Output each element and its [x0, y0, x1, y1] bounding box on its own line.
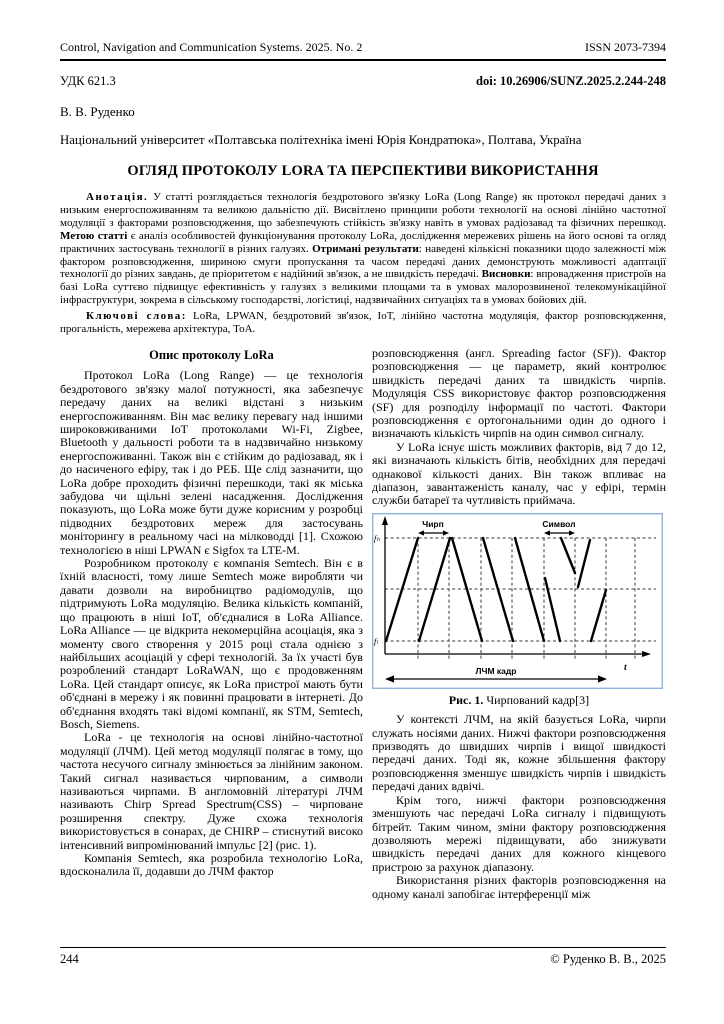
figure-1 [372, 513, 666, 707]
abstract-label: Анотація. [86, 191, 149, 203]
figure-caption-text: Чирпований кадр[3] [483, 692, 590, 707]
abstract-results-label: Отримані результати [312, 242, 419, 255]
doi: doi: 10.26906/SUNZ.2025.2.244-248 [476, 74, 666, 88]
paragraph: Використання різних факторів розповсюдження на одному каналі запобігає інтерференції між [371, 873, 666, 901]
page-number: 244 [60, 952, 79, 966]
keywords-label: Ключові слова: [86, 310, 187, 323]
freq-high-label: fₕ [373, 532, 380, 543]
meta-row [60, 74, 666, 89]
keywords [60, 310, 666, 336]
time-axis-label: t [623, 662, 627, 673]
paragraph: Крім того, нижчі фактори розповсюдження зменшують час передачі LoRa сигналу і підвищують бітрейт. Таким чином, зміни фактору розповсюдження дозволяють мережі підвищувати, або знижувати швидкість передачі даних для кожного кінцевого пристрою за рахунок діапазону. [371, 792, 666, 874]
article-title: ОГЛЯД ПРОТОКОЛУ LORA ТА ПЕРСПЕКТИВИ ВИКОРИСТАННЯ [127, 163, 599, 179]
paragraph: У контексті ЛЧМ, на якій базується LoRa, чирпи служать носіями даних. Нижчі фактори розповсюдження призводять до швидших чирпів і вищої швидкості передачі даних. Тоді як, кожне збільшення фактору розповсюдження зменшує швидкість чирпів і швидкість передачі даних вдвічі. [371, 712, 666, 794]
abstract-goal-label: Метою статті [60, 229, 128, 242]
section-heading: Опис протоколу LoRa [149, 347, 274, 362]
frame-label: ЛЧМ кадр [475, 665, 517, 676]
author: В. В. Руденко [60, 104, 135, 119]
two-column-body [60, 347, 666, 901]
figure-caption-number: Рис. 1. [448, 692, 484, 707]
journal-title: Control, Navigation and Communication Systems. 2025. No. 2 [60, 40, 363, 54]
issn: ISSN 2073-7394 [584, 40, 666, 54]
header-rule [60, 59, 666, 61]
paragraph: Протокол LoRa (Long Range) — це технологія бездротового зв'язку малої потужності, яка забезпечує передачу даних на великі відстані з низьким енергоспоживанням. Він має велику перевагу над іншими широковживаними IoT протоколами Wi-Fi, Zigbee, Bluetooth у дальності роботи та в надзвичайно низькому енергоспоживанні. Також він є стійким до радіозавад, як і до насиченого ефіру, так і до РЕБ. Ще слід зазначити, що LoRa добре проходить фізичні перешкоди, такі як міська забудова чи щільні зелені насадження. Дослідження показують, що LoRa може бути дуже корисним у розробці підводних бездротових мереж для застосувань моніторингу в реальному часі на мілководді [1]. Схожою технологією в ніші LPWAN є Sigfox та LTE-M. [60, 368, 363, 557]
symbol-label: Символ [542, 518, 576, 529]
abstract-text: : наведені кількісні показники щодо залежності між фактором розповсюдження, шириною смуги пропускання та часом передачі даних демонструють можливості адаптації технології до різних завдань, де пріоритетом є надійний зв'язок, а не швидкість передачі. [60, 242, 666, 281]
right-column [372, 347, 666, 901]
paragraph: Компанія Semtech, яка розробила технологію LoRa, вдосконалила її, додавши до ЛЧМ фактор [60, 851, 363, 879]
paragraph: розповсюдження (англ. Spreading factor (SF)). Фактор розповсюдження — це параметр, який контролює швидкість передачі даних та швидкість чирпів. Модуляція CSS використовує фактор розповсюдження (SF) для розподілу інформації по частоті. Фактори розповсюдження є ортогональними один до одного і визначають кількість чирпів на один символ сигналу. [371, 345, 666, 441]
affiliation: Національний університет «Полтавська політехніка імені Юрія Кондратюка», Полтава, Україна [60, 133, 582, 147]
abstract [60, 191, 666, 307]
abstract-conclusions-label: Висновки [481, 268, 531, 281]
chirp-figure-svg [372, 513, 663, 689]
left-column [60, 347, 363, 901]
paragraph: Розробником протоколу є компанія Semtech. Він є в їхній власності, тому лише Semtech може виробляти чи давати дозволи на виробництво радіомодулів, що підтримують LoRa модуляцію. Велика кількість компаній, що працюють в ніші IoT, об'єдналися в LoRa Alliance. LoRa Alliance — це відкрита некомерційна асоціація, яка з моменту свого створення у 2015 році стала однією з найбільших асоціацій у сфері технологій. За їх участі був розроблений стандарт LoRaWAN, що є продовженням LoRa. Цей стандарт описує, як LoRa пристрої мають бути об'єднані в мережу і як повинні працювати в інтернеті. До об'єднання входять такі відомі компанії, як STM, Semtech, Bosch, Siemens. [60, 556, 363, 731]
abstract-text: У статті розглядається технологія бездротового зв'язку LoRa (Long Range) як протокол передачі даних з низьким енергоспоживанням та великою дальністю дії. Висвітлено принципи роботи технології на основі лінійно частотної модуляції з факторами розповсюдження, що забезпечують стійкість зв'язку навіть в умовах радіозавад та фізичних перешкод. [60, 191, 666, 229]
journal-header [60, 40, 666, 55]
udc-code: УДК 621.3 [60, 74, 116, 88]
abstract-text: є аналіз особливостей функціонування протоколу LoRa, дослідження мережевих рішень на його основі та огляд практичних застосувань технології в різних галузях. [60, 229, 666, 255]
paragraph: LoRa - це технологія на основі лінійно-частотної модуляції (ЛЧМ). Цей метод модуляції полягає в тому, що частота несучого сигналу змінюється за лінійним законом. Такий сигнал називається чирпованим, а символи називаються чирпами. В англомовній літературі ЛЧМ називають Chirp Spread Spectrum(CSS) – чирповане розширення спектру. Дуже схожа технологія використовується в сонарах, де CHIRP – стиснутий високо інтенсивний випромінюваний імпульс [2] (рис. 1). [60, 730, 363, 852]
abstract-text: : впровадження пристроїв на базі LoRa суттєво підвищує ефективність у галузях з великими площами та в умовах малорозвиненої телекомунікаційної інфраструктури, зокрема в сільському господарстві, логістиці, надзвичайних ситуаціях та в умовах бойових дій. [60, 268, 666, 307]
freq-low-label: fₗ [373, 635, 378, 646]
footer [60, 947, 666, 967]
copyright: © Руденко В. В., 2025 [550, 952, 666, 966]
figure-caption [372, 694, 666, 707]
figure-border [373, 514, 663, 689]
keywords-text: LoRa, LPWAN, бездротовий зв'язок, IoT, лінійно частотна модуляція, фактор розповсюдження, прогальність, мережева архітектура, ToA. [60, 310, 666, 336]
paragraph: У LoRa існує шість можливих факторів, від 7 до 12, які визначають кількість бітів, необхідних для передачі однакової кількості даних. Він також впливає на діапазон, завантаженість каналу, час у ефірі, термін служби батареї та чутливість приймача. [371, 439, 666, 508]
chirp-label: Чирп [422, 518, 444, 529]
